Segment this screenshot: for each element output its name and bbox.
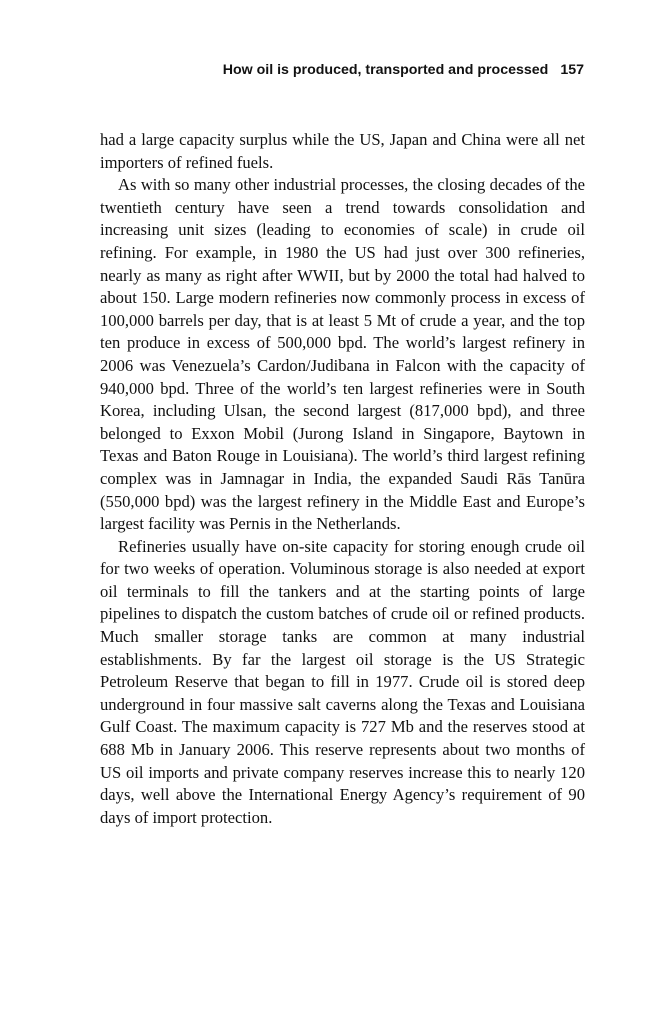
chapter-title: How oil is produced, transported and processed [222,62,549,78]
paragraph-refinery-consolidation: As with so many other industrial processes, the closing decades of the twentieth century have seen a trend towards consolidation and increasing unit sizes (leading to economies of scale) in crude oil refining. For example, in 1980 the US had just over 300 refineries, nearly as many as right after WWII, but by 2000 the total had halved to about 150. Large modern refineries now commonly process in excess of 100,000 barrels per day, that is at least 5 Mt of crude a year, and the top ten produce in excess of 500,000 bpd. The world’s largest refinery in 2006 was Venezuela’s Cardon/Judibana in Falcon with the capacity of 940,000 bpd. Three of the world’s ten largest refineries were in South Korea, including Ulsan, the second largest (817,000 bpd), and three belonged to Exxon Mobil (Jurong Island in Singapore, Baytown in Texas and Baton Rouge in Louisiana). The world’s third largest refining complex was in Jamnagar in India, the expanded Saudi Rās Tanūra (550,000 bpd) was the largest refinery in the Middle East and Europe’s largest facility was Pernis in the Netherlands. [100,175,585,534]
running-header [100,62,584,78]
page-number: 157 [560,62,584,78]
body-text [100,129,585,829]
paragraph-continued: had a large capacity surplus while the US, Japan and China were all net importers of refined fuels. [100,130,585,172]
paragraph-oil-storage: Refineries usually have on-site capacity for storing enough crude oil for two weeks of operation. Voluminous storage is also needed at export oil terminals to fill the tankers and at the starting points of large pipelines to dispatch the custom batches of crude oil or refined products. Much smaller storage tanks are common at many industrial establishments. By far the largest oil storage is the US Strategic Petroleum Reserve that began to fill in 1977. Crude oil is stored deep underground in four massive salt caverns along the Texas and Louisiana Gulf Coast. The maximum capacity is 727 Mb and the reserves stood at 688 Mb in January 2006. This reserve represents about two months of US oil imports and private company reserves increase this to nearly 120 days, well above the International Energy Agency’s requirement of 90 days of import protection. [100,536,585,827]
